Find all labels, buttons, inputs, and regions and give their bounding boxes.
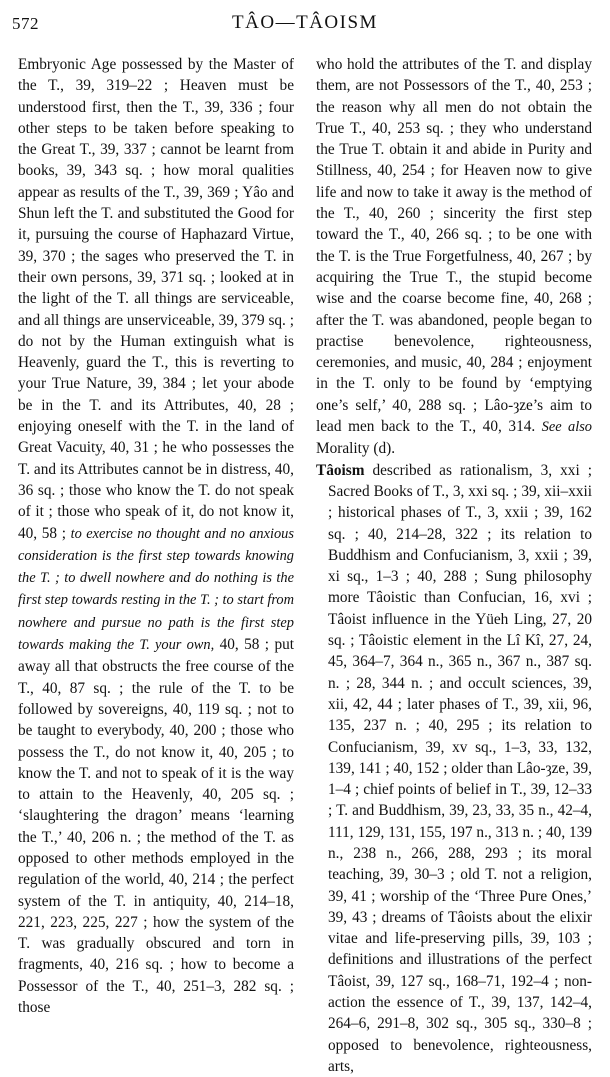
entry-text: 40, 58 ; put away all that obstructs the free course of the T., 40, 87 sq. ; the rule of the T. to be followed by sovereigns, 40, 119 sq. ; not to be taught to everybody, 40, 200 ; those who possess the T., do not know it, 40, 205 ; to know the T. and not to speak of it is the way to attain to the Heavenly, 40, 205 sq. ; ‘slaughtering the dragon’ means ‘learning the T.,’ 40, 206 n. ; the method of the T. as opposed to other methods employed in the regulation of the world, 40, 214 ; the perfect system of the T. in antiquity, 40, 214–18, 221, 223, 225, 227 ; how the system of the T. was gradually obscured and torn in fragments, 40, 216 sq. ; how to become a Possessor of the T., 40, 251–3, 282 sq. ; those (18, 636, 294, 1017)
entry-text: who hold the attributes of the T. and display them, are not Possessors of the T., 40, 253 ; the reason why all men do not obtain the True T., 40, 253 sq. ; they who understand the True T. obtain it and abide in Purity and Stillness, 40, 254 ; for Heaven now to give life and now to take it away is the method of the T., 40, 260 ; sincerity the first step toward the T., 40, 266 sq. ; to be one with the T. is the True Forgetfulness, 40, 267 ; by acquiring the True T., the stupid become wise and the coarse become fine, 40, 268 ; after the T. was abandoned, people began to practise benevolence, righteousness, ceremonies, and music, 40, 284 ; enjoyment in the T. only to be found by ‘emptying one’s self,’ 40, 288 sq. ; Lâo-ȝze’s aim to lead men back to the T., 40, 314. (316, 56, 592, 436)
right-column (316, 54, 592, 1077)
left-column (18, 54, 294, 1018)
italic-quotation: to exercise no thought and no anxious consideration is the first step towards knowing the T. ; to dwell nowhere and do nothing is the first step towards resting in the T. ; to start from nowhere and pursue no path is the first step towards making the T. your own, (18, 525, 294, 654)
see-also-reference: See also (535, 419, 592, 436)
entry-text: Morality (d). (316, 440, 396, 458)
page-number: 572 (12, 14, 39, 33)
headword: Tâoism (316, 461, 365, 479)
running-head: TÂO—TÂOISM (232, 12, 378, 33)
entry-text: Embryonic Age possessed by the Master of the T., 39, 319–22 ; Heaven must be understood first, then the T., 39, 336 ; four other steps to be taken before speaking to the Great T., 39, 337 ; cannot be learnt from books, 39, 343 sq. ; how moral qualities appear as results of the T., 39, 369 ; Yâo and Shun left the T. and substituted the Good for it, pursuing the course of Haphazard Virtue, 39, 370 ; the sages who preserved the T. in their own persons, 39, 371 sq. ; looked at in the light of the T. all things are serviceable, and all things are unserviceable, 39, 379 sq. ; do not by the Human extinguish what is Heavenly, guard the T., this is reverting to your True Nature, 39, 384 ; let your abode be in the T. and its Attributes, 40, 28 ; enjoying oneself with the T. in the land of Great Vacuity, 40, 31 ; he who possesses the T. and its Attributes cannot be in distress, 40, 36 sq. ; those who know the T. do not speak of it ; those who speak of it, do not know it, 40, 58 ; (18, 56, 294, 542)
entry-text: described as rationalism, 3, xxi ; Sacred Books of T., 3, xxi sq. ; 39, xii–xxii ; historical phases of T., 3, xxii ; 39, 162 sq. ; 40, 214–28, 322 ; its relation to Buddhism and Confucianism, 3, xxii ; 39, xi sq., 1–3 ; 40, 288 ; Sung philosophy more Tâoistic than Confucian, 16, xvi ; Tâoist influence in the Yüeh Ling, 27, 20 sq. ; Tâoistic element in the Lî Kî, 27, 24, 45, 364–7, 364 n., 365 n., 367 n., 387 sq. n. ; 28, 344 n. ; and occult sciences, 39, xii, 42, 44 ; later phases of T., 39, xii, 96, 135, 237 n. ; 40, 295 ; its relation to Confucianism, 39, xv sq., 1–3, 33, 132, 139, 141 ; 40, 152 ; older than Lâo-ȝze, 39, 1–4 ; chief points of belief in T., 39, 12–33 ; T. and Buddhism, 39, 23, 33, 35 n., 42–4, 111, 129, 131, 155, 197 n., 313 n. ; 40, 139 n., 238 n., 266, 288, 293 ; its moral teaching, 39, 30–3 ; old T. not a religion, 39, 41 ; worship of the ‘Three Pure Ones,’ 39, 43 ; dreams of Tâoists about the elixir vitae and life-preserving pills, 39, 103 ; definitions and illustrations of the perfect Tâoist, 39, 127 sq., 168–71, 192–4 ; non-action the essence of T., 39, 137, 142–4, 264–6, 291–8, 302 sq., 305 sq., 330–8 ; opposed to benevolence, righteousness, arts, (328, 461, 592, 1075)
index-entry-continuation (18, 54, 294, 1018)
index-entry-taoism (316, 460, 592, 1077)
index-entry-continuation (316, 54, 592, 460)
